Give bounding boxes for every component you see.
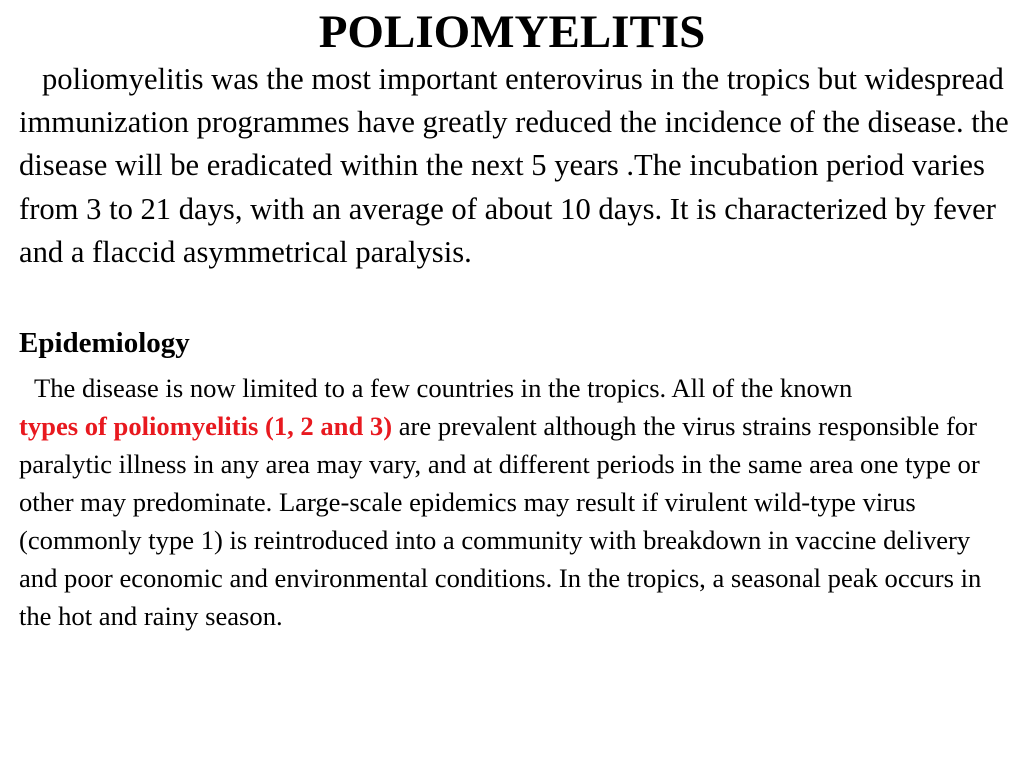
slide-title: POLIOMYELITIS [318, 6, 706, 58]
epidemiology-text-after: are prevalent although the virus strains responsible for paralytic illness in any area may vary, and at different periods in the same area one type or other may predominate. Large-scale epidemics may result if virulent wild-type virus (commonly type 1) is reintroduced into a community with breakdown in vaccine delivery and poor economic and environmental conditions. In the tropics, a seasonal peak occurs in the hot and rainy season. [19, 411, 982, 631]
epidemiology-paragraph [19, 369, 1015, 635]
epidemiology-heading: Epidemiology [19, 327, 190, 359]
epidemiology-text-before: The disease is now limited to a few countries in the tropics. All of the known [34, 373, 853, 403]
intro-paragraph: poliomyelitis was the most important enterovirus in the tropics but widespread immunization programmes have greatly reduced the incidence of the disease. the disease will be eradicated within the next 5 years .The incubation period varies from 3 to 21 days, with an average of about 10 days. It is characterized by fever and a flaccid asymmetrical paralysis. [19, 62, 1009, 269]
poliomyelitis-types-highlight: types of poliomyelitis (1, 2 and 3) [19, 411, 393, 441]
